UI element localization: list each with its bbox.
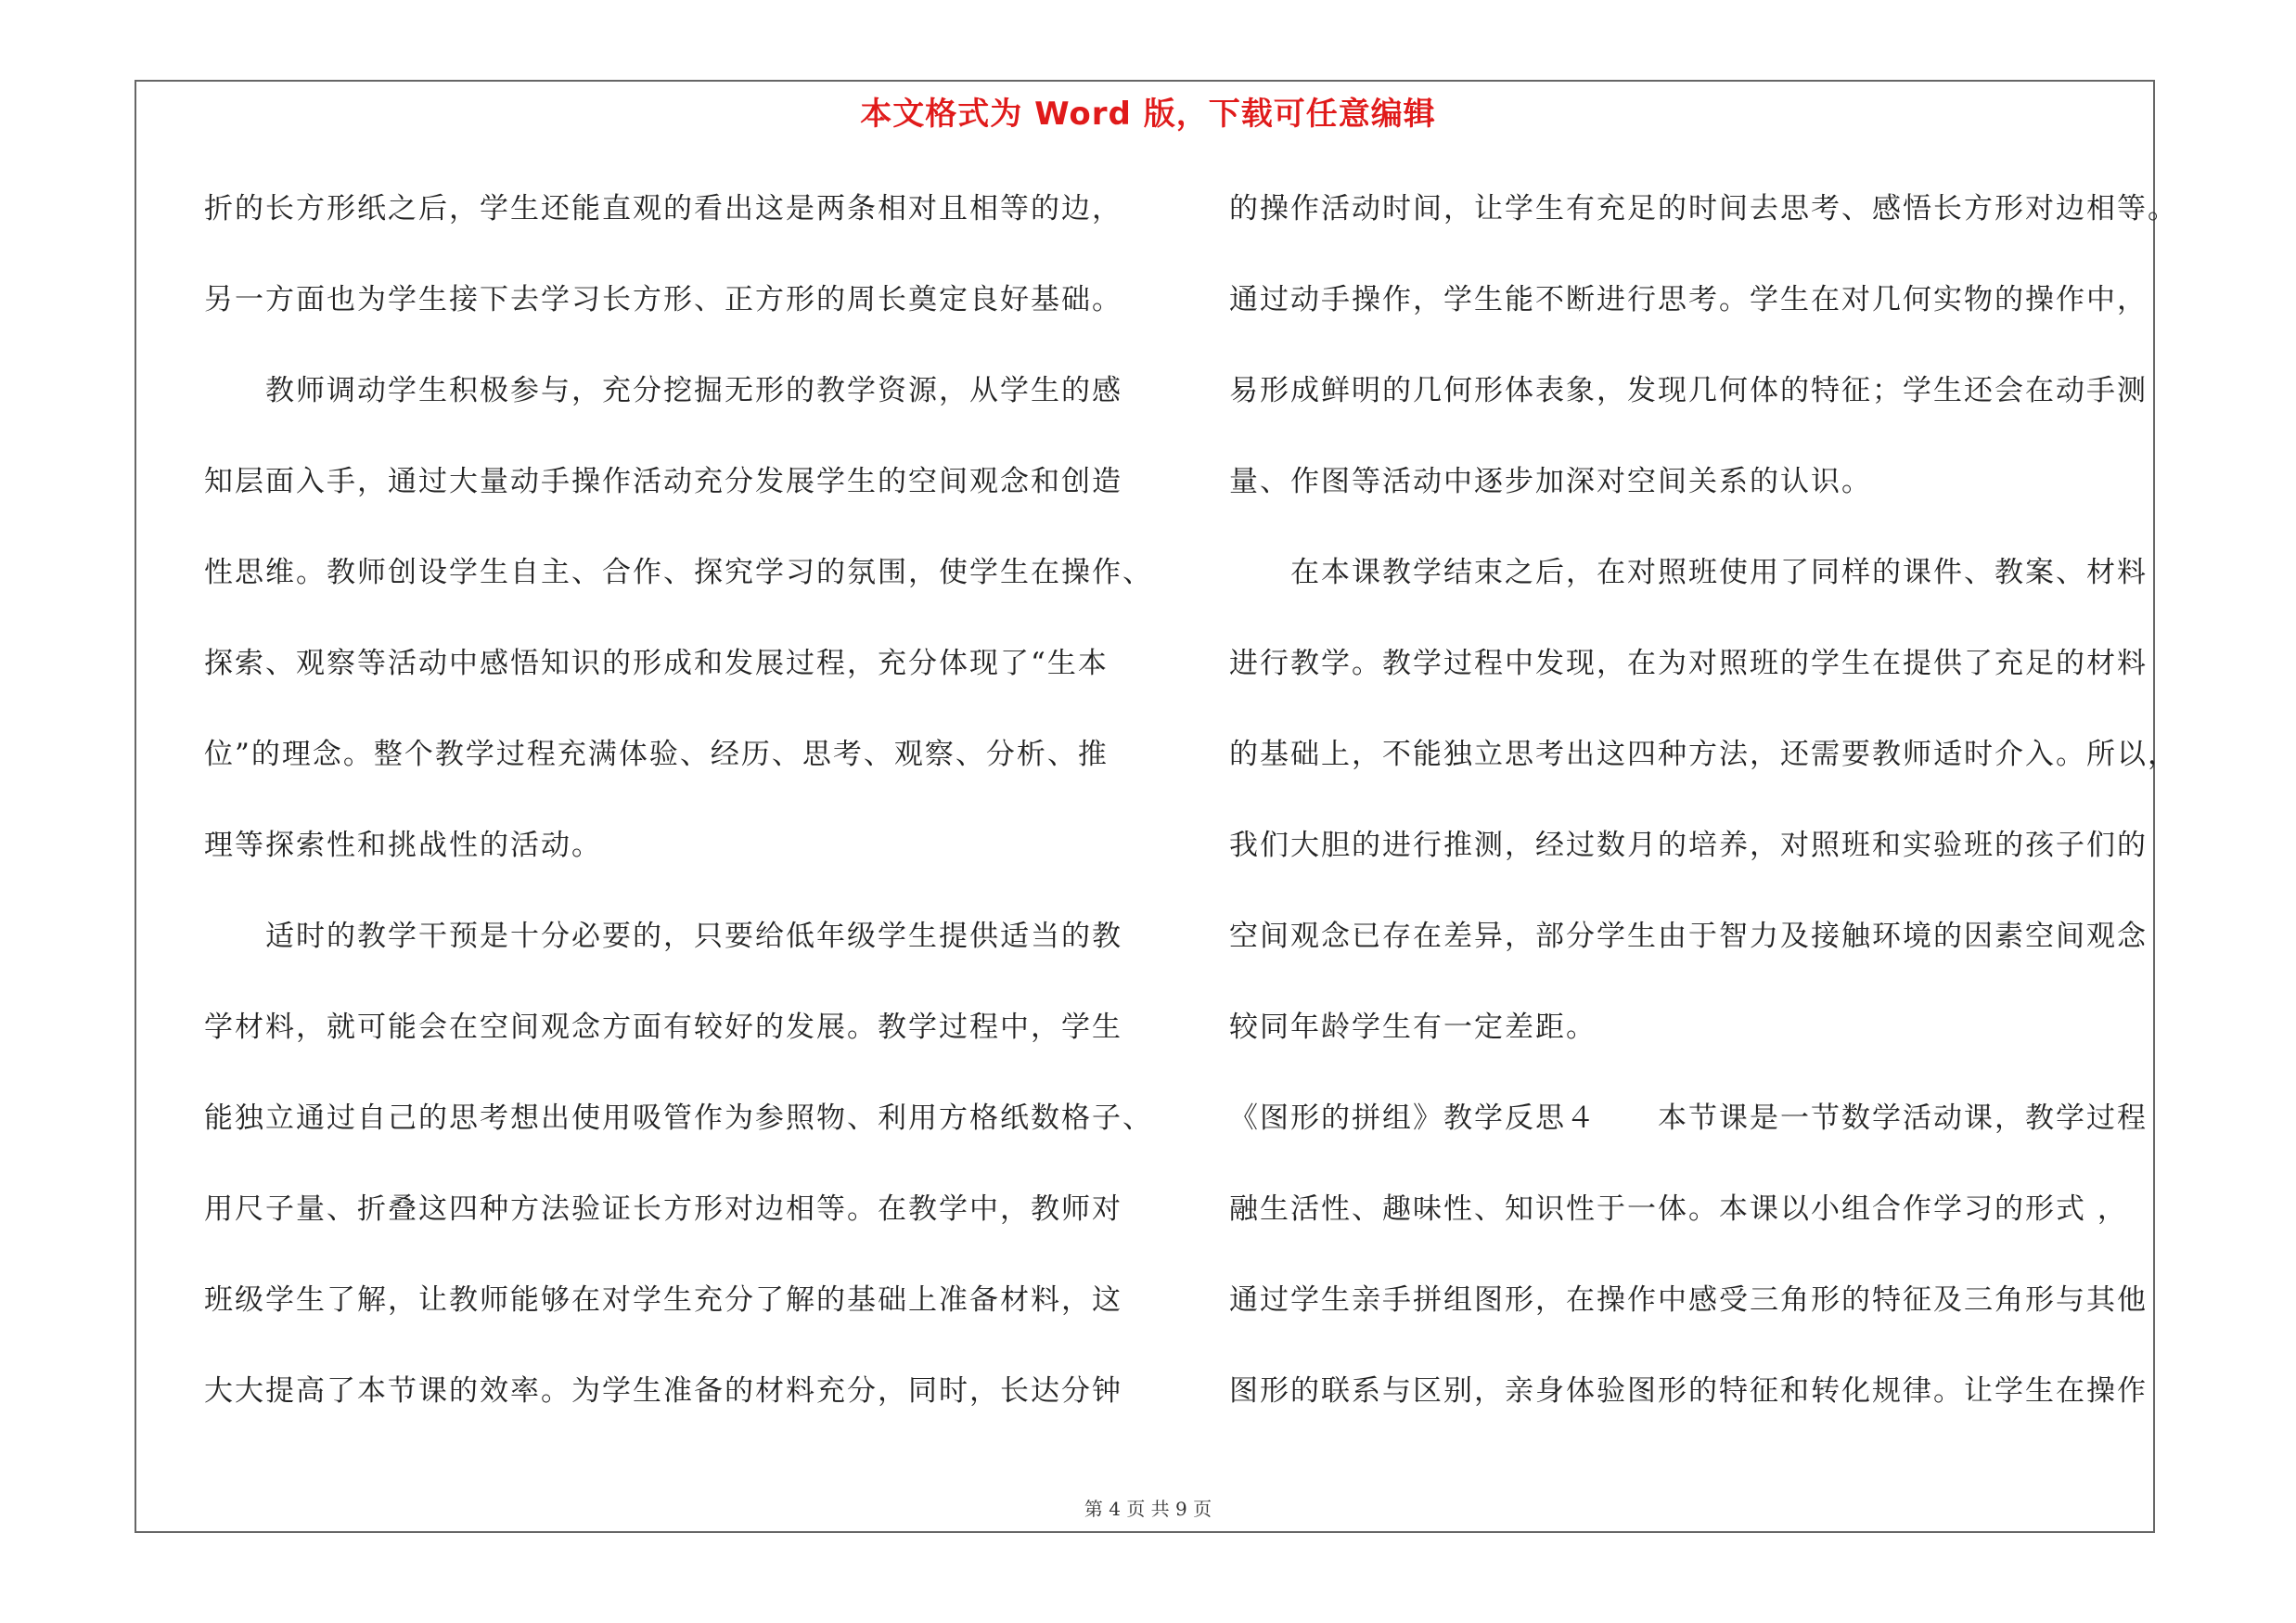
text-line: 较同年龄学生有一定差距。: [1229, 1011, 1597, 1044]
text-line: 学材料，就可能会在空间观念方面有较好的发展。教学过程中，学生: [204, 1011, 1122, 1044]
text-line: 教师调动学生积极参与，充分挖掘无形的教学资源，从学生的感: [204, 374, 1122, 407]
left-column: [204, 181, 1153, 1454]
text-line: 理等探索性和挑战性的活动。: [204, 829, 602, 862]
word-format-banner: 本文格式为 Word 版，下载可任意编辑: [860, 96, 1436, 133]
text-line: 《图形的拼组》教学反思４ 本节课是一节数学活动课，教学过程: [1229, 1101, 2148, 1135]
text-line: 性思维。教师创设学生自主、合作、探究学习的氛围，使学生在操作、: [204, 556, 1153, 589]
text-line: 探索、观察等活动中感悟知识的形成和发展过程，充分体现了“生本: [204, 647, 1109, 680]
text-line: 量、作图等活动中逐步加深对空间关系的认识。: [1229, 465, 1872, 498]
text-line: 在本课教学结束之后，在对照班使用了同样的课件、教案、材料: [1229, 556, 2148, 589]
text-line: 用尺子量、折叠这四种方法验证长方形对边相等。在教学中，教师对: [204, 1192, 1122, 1226]
page-number-footer: 第 4 页 共 9 页: [1084, 1498, 1212, 1520]
text-line: 易形成鲜明的几何形体表象，发现几何体的特征；学生还会在动手测: [1229, 374, 2148, 407]
text-line: 图形的联系与区别，亲身体验图形的特征和转化规律。让学生在操作: [1229, 1374, 2148, 1408]
text-line: 进行教学。教学过程中发现，在为对照班的学生在提供了充足的材料: [1229, 647, 2148, 680]
text-line: 位”的理念。整个教学过程充满体验、经历、思考、观察、分析、推: [204, 738, 1109, 771]
text-line: 适时的教学干预是十分必要的，只要给低年级学生提供适当的教: [204, 920, 1122, 953]
text-line: 班级学生了解，让教师能够在对学生充分了解的基础上准备材料，这: [204, 1283, 1122, 1317]
text-line: 通过动手操作，学生能不断进行思考。学生在对几何实物的操作中，: [1229, 283, 2148, 316]
text-line: 的基础上，不能独立思考出这四种方法，还需要教师适时介入。所以，: [1229, 738, 2178, 771]
text-line: 通过学生亲手拼组图形，在操作中感受三角形的特征及三角形与其他: [1229, 1283, 2148, 1317]
right-column: [1229, 181, 2178, 1454]
text-line: 我们大胆的进行推测，经过数月的培养，对照班和实验班的孩子们的: [1229, 829, 2148, 862]
text-line: 的操作活动时间，让学生有充足的时间去思考、感悟长方形对边相等。: [1229, 192, 2178, 225]
text-line: 折的长方形纸之后，学生还能直观的看出这是两条相对且相等的边，: [204, 192, 1122, 225]
text-line: 融生活性、趣味性、知识性于一体。本课以小组合作学习的形式 ，: [1229, 1192, 2128, 1226]
text-line: 大大提高了本节课的效率。为学生准备的材料充分，同时，长达分钟: [204, 1374, 1122, 1408]
text-line: 知层面入手，通过大量动手操作活动充分发展学生的空间观念和创造: [204, 465, 1122, 498]
text-line: 能独立通过自己的思考想出使用吸管作为参照物、利用方格纸数格子、: [204, 1101, 1153, 1135]
text-line: 空间观念已存在差异，部分学生由于智力及接触环境的因素空间观念: [1229, 920, 2148, 953]
text-line: 另一方面也为学生接下去学习长方形、正方形的周长奠定良好基础。: [204, 283, 1122, 316]
